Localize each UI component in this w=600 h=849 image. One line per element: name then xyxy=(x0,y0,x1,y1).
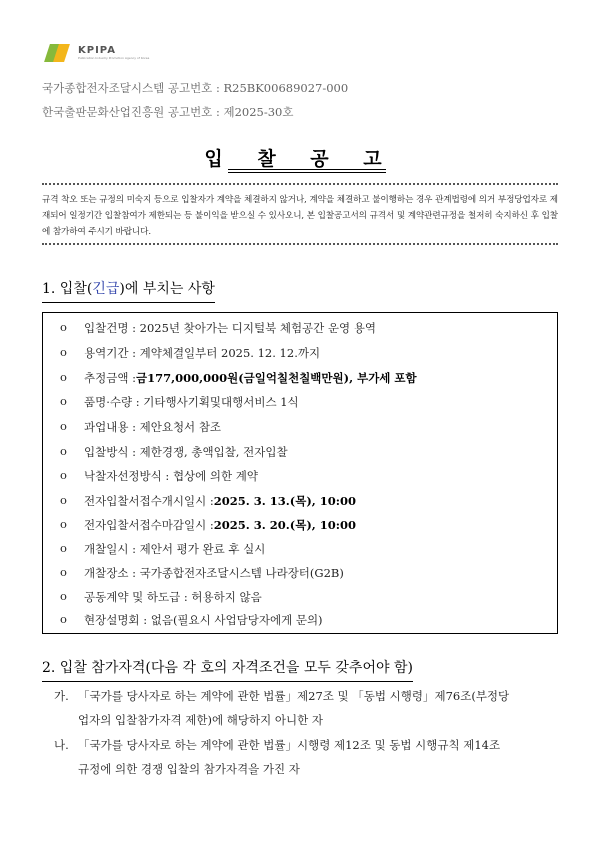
g2b-notice-number: 국가종합전자조달시스템 공고번호 : R25BK00689027-000 xyxy=(42,81,349,95)
item-text: 용역기간 : 계약체결일부터 2025. 12. 12.까지 xyxy=(84,346,321,360)
item-text: 개찰장소 : 국가종합전자조달시스템 나라장터(G2B) xyxy=(84,566,344,580)
bullet: ο xyxy=(60,517,67,531)
section-1-heading-post: )에 부치는 사항 xyxy=(119,281,215,297)
bullet: ο xyxy=(60,370,67,384)
item-text: 입찰방식 : 제한경쟁, 총액입찰, 전자입찰 xyxy=(84,445,288,459)
bullet: ο xyxy=(60,493,67,507)
title-underline-2 xyxy=(228,172,386,173)
page-title: 입 찰 공 고 xyxy=(204,148,396,170)
bullet: ο xyxy=(60,589,67,603)
section-1-heading-pre: 1. 입찰( xyxy=(42,281,93,297)
item-label: 전자입찰서접수마감일시 : xyxy=(84,518,214,532)
qualification-line: 「국가를 당사자로 하는 계약에 관한 법률」제27조 및 「동법 시행령」제76조(부정당 xyxy=(78,689,510,703)
section-1-keyword: 긴급 xyxy=(92,281,120,297)
item-text: 입찰건명 : 2025년 찾아가는 디지털북 체험공간 운영 용역 xyxy=(84,321,377,335)
item-text: 품명·수량 : 기타행사기획및대행서비스 1식 xyxy=(84,395,299,409)
agency-notice-number: 한국출판문화산업진흥원 공고번호 : 제2025-30호 xyxy=(42,105,294,119)
list-item xyxy=(60,394,299,410)
list-item xyxy=(60,345,320,361)
section-1-heading xyxy=(42,278,215,298)
item-text: 공동계약 및 하도급 : 허용하지 않음 xyxy=(84,590,262,604)
bullet: ο xyxy=(60,565,67,579)
qualification-line: 「국가를 당사자로 하는 계약에 관한 법률」시행령 제12조 및 동법 시행규칙 제14조 xyxy=(78,738,501,752)
item-value: 금177,000,000원(금일억칠천칠백만원), 부가세 포함 xyxy=(135,371,417,385)
list-item xyxy=(60,517,356,533)
bullet: ο xyxy=(60,419,67,433)
qualification-mark: 가. xyxy=(54,689,69,703)
bullet: ο xyxy=(60,394,67,408)
item-label: 추정금액 : xyxy=(84,371,136,385)
section-2-heading-text: 2. 입찰 참가자격(다음 각 호의 자격조건을 모두 갖추어야 함) xyxy=(42,660,413,676)
qualification-line: 업자의 입찰참가자격 제한)에 해당하지 아니한 자 xyxy=(78,713,323,727)
logo-subtitle: Publication Industry Promotion Agency of Korea xyxy=(78,55,150,60)
list-item xyxy=(60,565,344,581)
bullet: ο xyxy=(60,345,67,359)
bullet: ο xyxy=(60,468,67,482)
section-2-heading xyxy=(42,657,413,677)
bullet: ο xyxy=(60,444,67,458)
list-item xyxy=(60,370,417,386)
list-item xyxy=(60,468,258,484)
dotted-divider-bottom xyxy=(42,243,558,245)
list-item xyxy=(60,444,288,460)
qualification-line: 규정에 의한 경쟁 입찰의 참가자격을 가진 자 xyxy=(78,762,300,776)
dotted-divider-top xyxy=(42,183,558,185)
title-underline xyxy=(228,169,386,170)
item-text: 과업내용 : 제안요청서 참조 xyxy=(84,420,222,434)
item-value: 2025. 3. 13.(목), 10:00 xyxy=(213,494,357,508)
list-item xyxy=(60,541,265,557)
item-value: 2025. 3. 20.(목), 10:00 xyxy=(213,518,357,532)
intro-paragraph: 규격 착오 또는 규정의 미숙지 등으로 입찰자가 계약을 체결하지 않거나, 계약을 체결하고 불이행하는 경우 관계법령에 의거 부정당업자로 제재되어 일정기간 입찰참여가 제한되는 등 불이익을 받으실 수 있사오니, 본 입찰공고서의 규격서 및 계약관련규정을 철저히 숙지하신 후 입찰에 참가하여 주시기 바랍니다. xyxy=(42,195,558,237)
kpipa-logo-mark xyxy=(47,44,73,62)
item-text: 개찰일시 : 제안서 평가 완료 후 실시 xyxy=(84,542,266,556)
bullet: ο xyxy=(60,541,67,555)
list-item xyxy=(60,320,376,336)
list-item xyxy=(60,612,323,628)
item-label: 전자입찰서접수개시일시 : xyxy=(84,494,214,508)
kpipa-logo xyxy=(47,44,149,62)
list-item xyxy=(60,589,262,605)
item-text: 현장설명회 : 없음(필요시 사업담당자에게 문의) xyxy=(84,613,323,627)
list-item xyxy=(60,419,221,435)
item-text: 낙찰자선정방식 : 협상에 의한 계약 xyxy=(84,469,259,483)
bullet: ο xyxy=(60,612,67,626)
list-item xyxy=(60,493,356,509)
logo-name: KPIPA xyxy=(78,44,116,56)
bullet: ο xyxy=(60,320,67,334)
qualification-mark: 나. xyxy=(54,738,69,752)
